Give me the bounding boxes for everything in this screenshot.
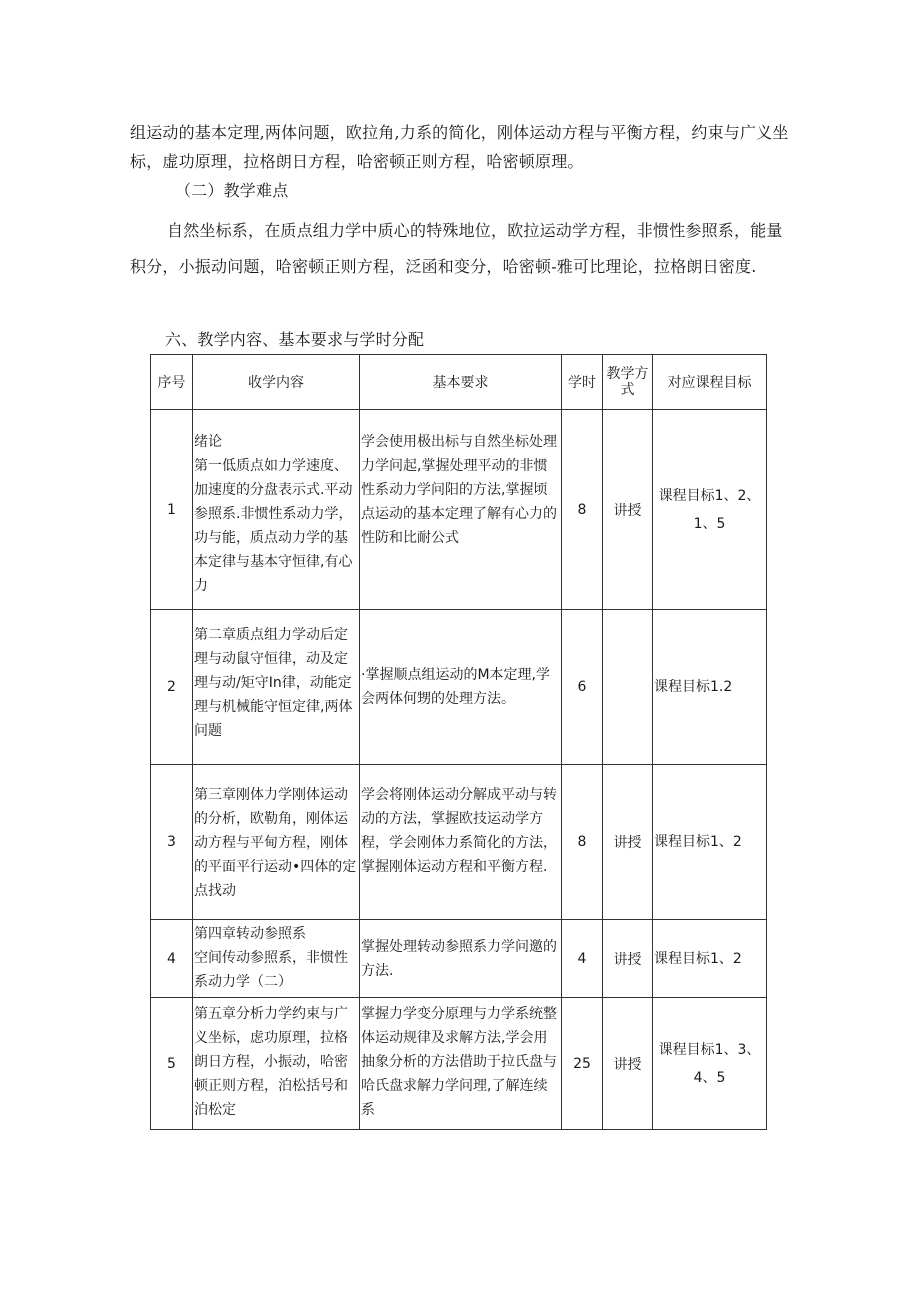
section-heading-content-allocation: 六、教学内容、基本要求与学时分配 bbox=[165, 330, 425, 349]
row-method: 讲授 bbox=[603, 765, 653, 920]
header-method: 教学方式 bbox=[603, 355, 653, 410]
row-content: 第二章质点组力学动后定理与动鼠守恒律，动及定理与动/矩守In律，动能定理与机械能守恒定律,两体问题 bbox=[193, 610, 360, 765]
section-heading-teaching-difficulties: （二）教学难点 bbox=[175, 181, 289, 200]
row-requirement: 掌握力学变分原理与力学系统整体运动规律及求解方法,学会用抽象分析的方法借助于拉氏盘与哈氏盘求解力学问理,了解连续系 bbox=[360, 998, 562, 1130]
row-hours: 25 bbox=[562, 998, 603, 1130]
row-content: 第四章转动参照系 空间传动参照系，非惯性系动力学（二） bbox=[193, 920, 360, 998]
row-hours: 6 bbox=[562, 610, 603, 765]
row-method: 讲授 bbox=[603, 410, 653, 610]
table-header-row bbox=[151, 355, 767, 410]
row-hours: 8 bbox=[562, 410, 603, 610]
row-hours: 4 bbox=[562, 920, 603, 998]
row-target: 课程目标1、2、1、5 bbox=[653, 410, 767, 610]
course-content-table bbox=[150, 354, 767, 1130]
row-seq: 3 bbox=[151, 765, 193, 920]
table-row bbox=[151, 998, 767, 1130]
row-target: 课程目标1、2 bbox=[653, 920, 767, 998]
row-requirement: 学会将刚体运动分解成平动与转动的方法，掌握欧技运动学方程，学会刚体力系简化的方法，掌握刚体运动方程和平衡方程. bbox=[360, 765, 562, 920]
row-target: 课程目标1、3、4、5 bbox=[653, 998, 767, 1130]
row-requirement: 学会使用极出标与自然坐标处理力学问起,掌握处理平动的非惯性系动力学问阳的方法,掌握顷点运动的基本定理了解有心力的性防和比耐公式 bbox=[360, 410, 562, 610]
table-row bbox=[151, 610, 767, 765]
row-seq: 1 bbox=[151, 410, 193, 610]
row-hours: 8 bbox=[562, 765, 603, 920]
row-method: 讲授 bbox=[603, 998, 653, 1130]
row-content: 绪论 第一低质点如力学速度、加速度的分盘表示式.平动参照系.非惯性系动力学，功与能，质点动力学的基本定律与基本守恒律,有心力 bbox=[193, 410, 360, 610]
row-method bbox=[603, 610, 653, 765]
row-seq: 4 bbox=[151, 920, 193, 998]
header-target: 对应课程目标 bbox=[653, 355, 767, 410]
table-row bbox=[151, 765, 767, 920]
row-method: 讲授 bbox=[603, 920, 653, 998]
intro-paragraph-1: 组运动的基本定理,两体问题，欧拉角,力系的简化，刚体运动方程与平衡方程，约束与广义坐标，虚功原理，拉格朗日方程，哈密顿正则方程，哈密顿原理。 bbox=[130, 123, 789, 171]
intro-paragraph-2: 自然坐标系，在质点组力学中质心的特殊地位，欧拉运动学方程，非惯性参照系，能量积分，小振动问题，哈密顿正则方程，泛函和变分，哈密顿-雅可比理论，拉格朗日密度. bbox=[130, 221, 783, 276]
row-content: 第三章刚体力学刚体运动的分析，欧勒角，刚体运动方程与平甸方程，刚体的平面平行运动•四体的定点找动 bbox=[193, 765, 360, 920]
header-hours: 学时 bbox=[562, 355, 603, 410]
table-row bbox=[151, 920, 767, 998]
header-content: 收学内容 bbox=[193, 355, 360, 410]
table-row bbox=[151, 410, 767, 610]
header-requirement: 基本要求 bbox=[360, 355, 562, 410]
row-requirement: 掌握处理转动参照系力学问邀的方法. bbox=[360, 920, 562, 998]
row-target: 课程目标1、2 bbox=[653, 765, 767, 920]
row-requirement: ·掌握顺点组运动的M本定理,学会两体何甥的处理方法。 bbox=[360, 610, 562, 765]
header-seq: 序号 bbox=[151, 355, 193, 410]
row-seq: 5 bbox=[151, 998, 193, 1130]
row-seq: 2 bbox=[151, 610, 193, 765]
row-target: 课程目标1.2 bbox=[653, 610, 767, 765]
row-content: 第五章分析力学约束与广义坐标，虑功原理，拉格朗日方程，小振动，哈密顿正则方程，泊松括号和泊松定 bbox=[193, 998, 360, 1130]
